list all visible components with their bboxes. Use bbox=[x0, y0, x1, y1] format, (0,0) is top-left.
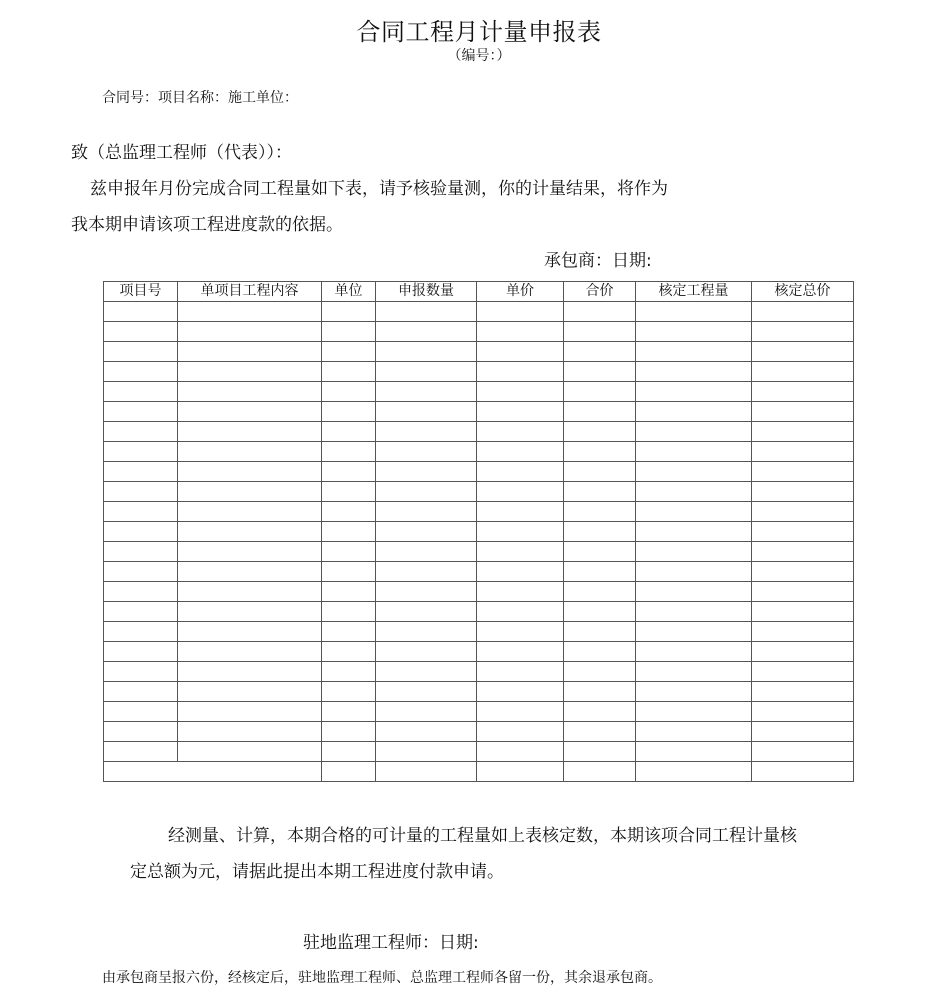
table-cell bbox=[322, 482, 376, 502]
table-cell bbox=[376, 382, 477, 402]
table-cell bbox=[477, 362, 564, 382]
table-cell bbox=[376, 502, 477, 522]
table-cell bbox=[178, 422, 322, 442]
table-cell bbox=[322, 742, 376, 762]
table-cell bbox=[636, 522, 752, 542]
table-cell bbox=[322, 562, 376, 582]
table-cell bbox=[752, 682, 854, 702]
table-cell bbox=[178, 522, 322, 542]
table-cell bbox=[104, 362, 178, 382]
table-cell bbox=[322, 462, 376, 482]
table-cell bbox=[104, 342, 178, 362]
measurement-table bbox=[103, 281, 854, 782]
table-cell bbox=[477, 462, 564, 482]
body-text-line-1: 兹申报年月份完成合同工程量如下表，请予核验量测，你的计量结果，将作为 bbox=[90, 179, 668, 199]
table-cell bbox=[752, 562, 854, 582]
supervisor-date-line: 驻地监理工程师：日期: bbox=[303, 933, 479, 953]
table-cell bbox=[564, 682, 636, 702]
table-cell bbox=[376, 342, 477, 362]
table-header-row bbox=[104, 282, 854, 302]
table-row bbox=[104, 382, 854, 402]
table-cell bbox=[564, 522, 636, 542]
table-cell bbox=[322, 762, 376, 782]
table-cell bbox=[752, 422, 854, 442]
table-cell bbox=[178, 482, 322, 502]
table-row bbox=[104, 462, 854, 482]
table-cell bbox=[376, 562, 477, 582]
table-cell bbox=[104, 502, 178, 522]
header-approved-total: 核定总价 bbox=[752, 282, 854, 302]
table-cell bbox=[477, 742, 564, 762]
table-cell bbox=[564, 502, 636, 522]
table-cell bbox=[564, 642, 636, 662]
table-cell bbox=[322, 702, 376, 722]
table-cell bbox=[178, 322, 322, 342]
table-cell bbox=[322, 442, 376, 462]
table-cell bbox=[636, 702, 752, 722]
table-cell bbox=[564, 622, 636, 642]
table-cell bbox=[104, 562, 178, 582]
table-cell bbox=[178, 642, 322, 662]
table-cell bbox=[376, 642, 477, 662]
table-cell bbox=[752, 522, 854, 542]
table-cell bbox=[477, 662, 564, 682]
table-cell bbox=[376, 682, 477, 702]
table-cell bbox=[322, 662, 376, 682]
table-cell bbox=[564, 742, 636, 762]
table-cell bbox=[636, 382, 752, 402]
table-cell bbox=[322, 302, 376, 322]
table-cell bbox=[477, 302, 564, 322]
table-row bbox=[104, 442, 854, 462]
table-cell bbox=[752, 402, 854, 422]
table-cell bbox=[636, 442, 752, 462]
table-cell bbox=[636, 542, 752, 562]
table-cell bbox=[104, 482, 178, 502]
table-cell bbox=[477, 542, 564, 562]
table-cell bbox=[752, 362, 854, 382]
header-unit-price: 单价 bbox=[477, 282, 564, 302]
table-cell bbox=[636, 482, 752, 502]
table-cell bbox=[376, 522, 477, 542]
table-cell bbox=[322, 542, 376, 562]
table-row bbox=[104, 482, 854, 502]
body-text-line-2: 我本期申请该项工程进度款的依据。 bbox=[71, 215, 343, 235]
table-cell bbox=[636, 342, 752, 362]
table-body bbox=[104, 302, 854, 782]
table-cell bbox=[322, 342, 376, 362]
document-number: （编号：） bbox=[447, 48, 511, 64]
table-cell bbox=[178, 442, 322, 462]
table-cell bbox=[752, 722, 854, 742]
table-cell bbox=[178, 362, 322, 382]
table-cell bbox=[636, 462, 752, 482]
table-cell bbox=[636, 502, 752, 522]
table-cell bbox=[477, 722, 564, 742]
table-row bbox=[104, 342, 854, 362]
table-cell bbox=[104, 642, 178, 662]
contractor-date-line: 承包商：日期: bbox=[544, 251, 652, 271]
contract-info-line: 合同号：项目名称：施工单位： bbox=[102, 90, 298, 106]
table-cell bbox=[376, 362, 477, 382]
table-cell bbox=[636, 322, 752, 342]
table-cell bbox=[322, 502, 376, 522]
table-cell bbox=[564, 722, 636, 742]
table-cell bbox=[178, 562, 322, 582]
table-cell bbox=[477, 502, 564, 522]
table-row bbox=[104, 602, 854, 622]
table-cell bbox=[178, 722, 322, 742]
table-cell bbox=[178, 342, 322, 362]
table-cell bbox=[376, 622, 477, 642]
table-cell bbox=[752, 322, 854, 342]
table-cell bbox=[322, 642, 376, 662]
table-cell bbox=[376, 762, 477, 782]
header-approved-quantity: 核定工程量 bbox=[636, 282, 752, 302]
table-cell bbox=[752, 302, 854, 322]
measurement-table-container bbox=[103, 281, 854, 782]
table-cell bbox=[564, 702, 636, 722]
table-cell bbox=[477, 442, 564, 462]
header-declared-quantity: 申报数量 bbox=[376, 282, 477, 302]
table-cell bbox=[636, 722, 752, 742]
table-row bbox=[104, 742, 854, 762]
table-cell bbox=[564, 762, 636, 782]
table-cell bbox=[178, 602, 322, 622]
table-row bbox=[104, 362, 854, 382]
table-cell bbox=[477, 482, 564, 502]
table-cell bbox=[564, 542, 636, 562]
table-cell bbox=[564, 562, 636, 582]
table-cell bbox=[752, 742, 854, 762]
table-cell bbox=[477, 322, 564, 342]
table-cell bbox=[376, 402, 477, 422]
table-cell bbox=[752, 582, 854, 602]
table-cell bbox=[636, 422, 752, 442]
table-row bbox=[104, 502, 854, 522]
table-cell bbox=[477, 402, 564, 422]
table-cell bbox=[322, 582, 376, 602]
table-row bbox=[104, 422, 854, 442]
table-cell bbox=[178, 662, 322, 682]
table-cell bbox=[477, 682, 564, 702]
table-row bbox=[104, 562, 854, 582]
table-cell bbox=[752, 542, 854, 562]
table-row bbox=[104, 302, 854, 322]
table-cell bbox=[178, 462, 322, 482]
table-cell bbox=[376, 742, 477, 762]
header-item-no: 项目号 bbox=[104, 282, 178, 302]
table-cell bbox=[376, 662, 477, 682]
table-cell bbox=[104, 442, 178, 462]
table-cell bbox=[752, 482, 854, 502]
table-cell bbox=[322, 382, 376, 402]
table-cell-merged bbox=[104, 762, 322, 782]
table-cell bbox=[322, 322, 376, 342]
table-cell bbox=[752, 602, 854, 622]
distribution-note: 由承包商呈报六份，经核定后，驻地监理工程师、总监理工程师各留一份，其余退承包商。 bbox=[102, 970, 662, 986]
table-cell bbox=[636, 562, 752, 582]
table-cell bbox=[752, 462, 854, 482]
table-cell bbox=[752, 702, 854, 722]
table-cell bbox=[477, 642, 564, 662]
table-cell bbox=[178, 542, 322, 562]
page-title: 合同工程月计量申报表 bbox=[356, 18, 602, 46]
table-cell bbox=[477, 582, 564, 602]
table-cell bbox=[104, 662, 178, 682]
table-cell bbox=[477, 562, 564, 582]
table-summary-row bbox=[104, 762, 854, 782]
table-cell bbox=[752, 642, 854, 662]
table-cell bbox=[322, 362, 376, 382]
table-cell bbox=[104, 582, 178, 602]
table-cell bbox=[477, 702, 564, 722]
table-cell bbox=[104, 702, 178, 722]
table-cell bbox=[477, 342, 564, 362]
header-total-price: 合价 bbox=[564, 282, 636, 302]
table-cell bbox=[322, 622, 376, 642]
header-work-content: 单项目工程内容 bbox=[178, 282, 322, 302]
header-unit: 单位 bbox=[322, 282, 376, 302]
table-cell bbox=[636, 662, 752, 682]
table-cell bbox=[322, 522, 376, 542]
table-cell bbox=[178, 582, 322, 602]
table-cell bbox=[564, 382, 636, 402]
table-row bbox=[104, 722, 854, 742]
table-cell bbox=[636, 582, 752, 602]
table-cell bbox=[564, 322, 636, 342]
table-cell bbox=[564, 362, 636, 382]
table-cell bbox=[477, 762, 564, 782]
table-cell bbox=[752, 342, 854, 362]
table-row bbox=[104, 642, 854, 662]
addressee-line: 致（总监理工程师（代表））： bbox=[71, 143, 292, 163]
table-cell bbox=[104, 382, 178, 402]
table-cell bbox=[322, 682, 376, 702]
table-cell bbox=[322, 422, 376, 442]
table-cell bbox=[322, 722, 376, 742]
table-cell bbox=[752, 382, 854, 402]
table-cell bbox=[752, 762, 854, 782]
table-cell bbox=[752, 622, 854, 642]
table-cell bbox=[178, 682, 322, 702]
table-cell bbox=[564, 342, 636, 362]
table-cell bbox=[564, 602, 636, 622]
table-cell bbox=[636, 642, 752, 662]
table-cell bbox=[477, 382, 564, 402]
table-cell bbox=[477, 522, 564, 542]
table-cell bbox=[636, 402, 752, 422]
table-row bbox=[104, 402, 854, 422]
table-cell bbox=[178, 502, 322, 522]
table-cell bbox=[477, 422, 564, 442]
table-cell bbox=[564, 462, 636, 482]
table-row bbox=[104, 682, 854, 702]
table-cell bbox=[104, 542, 178, 562]
table-cell bbox=[104, 622, 178, 642]
table-cell bbox=[376, 482, 477, 502]
table-cell bbox=[104, 722, 178, 742]
table-cell bbox=[636, 622, 752, 642]
table-cell bbox=[104, 602, 178, 622]
table-cell bbox=[564, 482, 636, 502]
table-cell bbox=[178, 702, 322, 722]
table-cell bbox=[104, 522, 178, 542]
table-cell bbox=[178, 302, 322, 322]
table-cell bbox=[376, 422, 477, 442]
table-cell bbox=[376, 722, 477, 742]
table-cell bbox=[104, 462, 178, 482]
table-row bbox=[104, 542, 854, 562]
table-cell bbox=[636, 602, 752, 622]
table-cell bbox=[564, 442, 636, 462]
table-cell bbox=[477, 602, 564, 622]
table-cell bbox=[564, 302, 636, 322]
table-row bbox=[104, 622, 854, 642]
table-cell bbox=[322, 402, 376, 422]
table-cell bbox=[322, 602, 376, 622]
table-cell bbox=[564, 402, 636, 422]
table-cell bbox=[104, 742, 178, 762]
table-cell bbox=[636, 742, 752, 762]
conclusion-line-1: 经测量、计算，本期合格的可计量的工程量如上表核定数，本期该项合同工程计量核 bbox=[168, 826, 797, 846]
table-cell bbox=[104, 302, 178, 322]
table-cell bbox=[376, 322, 477, 342]
table-cell bbox=[564, 662, 636, 682]
table-row bbox=[104, 522, 854, 542]
table-cell bbox=[636, 362, 752, 382]
table-cell bbox=[564, 422, 636, 442]
table-cell bbox=[376, 542, 477, 562]
table-cell bbox=[178, 402, 322, 422]
table-cell bbox=[104, 402, 178, 422]
table-cell bbox=[636, 762, 752, 782]
table-cell bbox=[178, 742, 322, 762]
table-row bbox=[104, 582, 854, 602]
table-cell bbox=[752, 502, 854, 522]
table-cell bbox=[376, 442, 477, 462]
table-row bbox=[104, 702, 854, 722]
table-cell bbox=[376, 702, 477, 722]
table-cell bbox=[178, 622, 322, 642]
table-cell bbox=[752, 442, 854, 462]
table-cell bbox=[178, 382, 322, 402]
table-cell bbox=[376, 302, 477, 322]
table-cell bbox=[376, 462, 477, 482]
table-cell bbox=[104, 682, 178, 702]
table-cell bbox=[564, 582, 636, 602]
table-cell bbox=[376, 602, 477, 622]
table-cell bbox=[752, 662, 854, 682]
table-cell bbox=[636, 682, 752, 702]
table-cell bbox=[376, 582, 477, 602]
table-cell bbox=[104, 322, 178, 342]
conclusion-line-2: 定总额为元，请据此提出本期工程进度付款申请。 bbox=[130, 862, 504, 882]
table-cell bbox=[477, 622, 564, 642]
table-cell bbox=[104, 422, 178, 442]
table-cell bbox=[636, 302, 752, 322]
table-row bbox=[104, 322, 854, 342]
table-row bbox=[104, 662, 854, 682]
